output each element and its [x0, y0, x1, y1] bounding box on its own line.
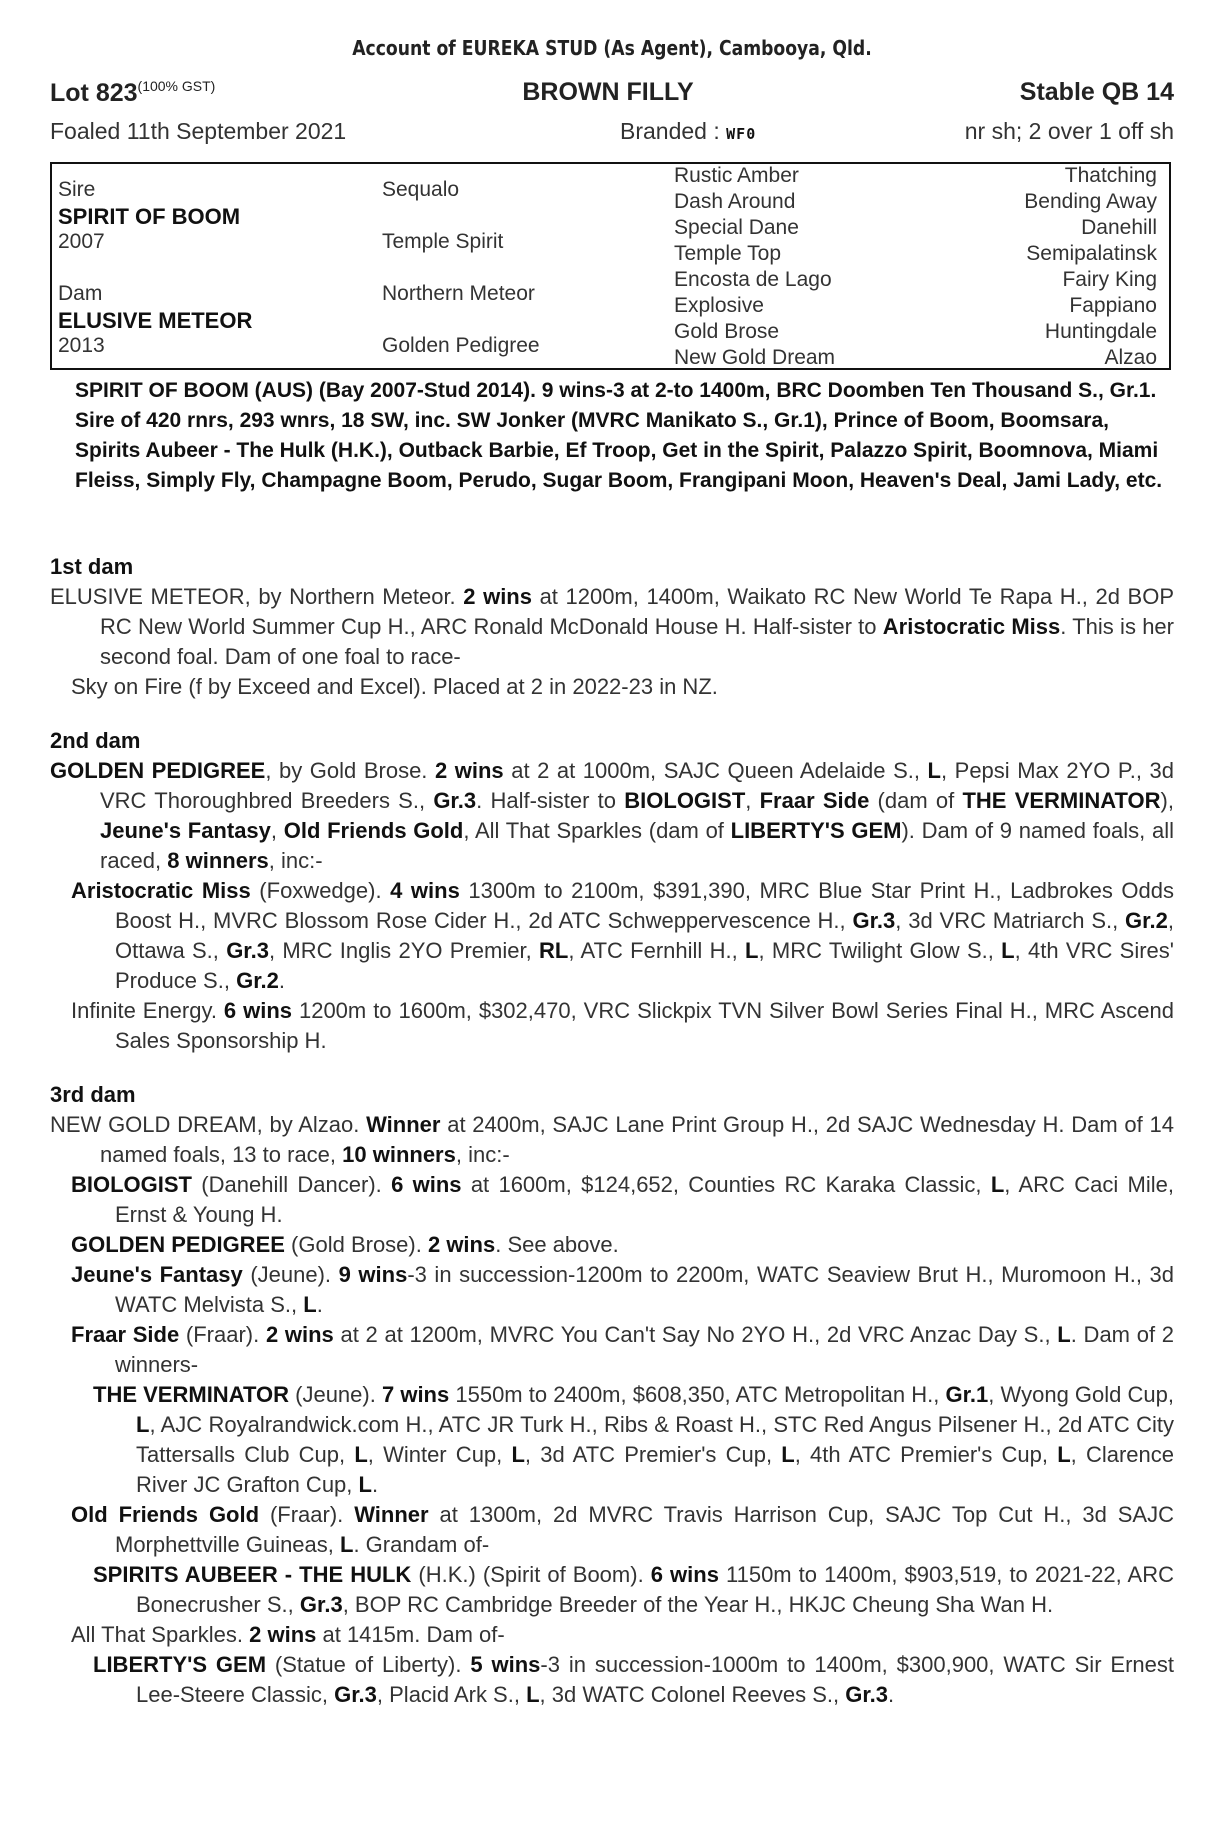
bold-run: GOLDEN PEDIGREE: [71, 1232, 285, 1257]
ancestor-3-4: Temple Top: [674, 242, 782, 265]
bold-run: Aristocratic Miss: [71, 878, 251, 903]
vendor-account: Account of EUREKA STUD (As Agent), Cambooya, Qld.: [352, 36, 872, 60]
ancestor-4-6: Fappiano: [1069, 294, 1157, 317]
bold-run: 8 winners: [167, 848, 269, 873]
pedigree-table: [50, 162, 1171, 370]
bold-run: 6 wins: [650, 1562, 719, 1587]
bold-run: 2 wins: [434, 758, 504, 783]
ancestor-3-7: Gold Brose: [674, 320, 780, 343]
ancestor-3-8: New Gold Dream: [674, 346, 836, 369]
bold-run: 5 wins: [470, 1652, 541, 1677]
ancestor-4-5: Fairy King: [1062, 268, 1157, 291]
bold-run: 6 wins: [223, 998, 293, 1023]
bold-run: Gr.3: [226, 938, 269, 963]
dam-label: Dam: [58, 282, 103, 305]
bold-run: GOLDEN PEDIGREE: [50, 758, 266, 783]
brand-label: Branded :: [620, 118, 720, 144]
bold-run: Jeune's Fantasy: [71, 1262, 243, 1287]
bold-run: Gr.2: [1125, 908, 1168, 933]
brand-info: [620, 118, 756, 145]
bold-run: L: [990, 1172, 1005, 1197]
sire-year: 2007: [58, 230, 105, 253]
bold-run: L: [927, 758, 941, 783]
first-dam-text: ELUSIVE METEOR, by Northern Meteor. 2 wins at 1200m, 1400m, Waikato RC New World Te Rapa H., 2d BOP RC New World Summer Cup H., ARC Ronald McDonald House H. Half-sister to Aristocratic Miss. This is her second foal. Dam of one foal to race-: [50, 584, 1175, 669]
second-dam-heading: 2nd dam: [50, 728, 141, 753]
bold-run: THE VERMINATOR: [93, 1382, 289, 1407]
bold-run: SPIRITS AUBEER - THE HULK: [93, 1562, 412, 1587]
bold-run: Old Friends Gold: [71, 1502, 260, 1527]
sire-label: Sire: [58, 178, 96, 201]
ancestor-4-8: Alzao: [1104, 346, 1157, 369]
bold-run: 10 winners: [342, 1142, 456, 1167]
bold-run: L: [511, 1442, 525, 1467]
bold-run: BIOLOGIST: [624, 788, 746, 813]
lot-label: Lot 823: [50, 79, 138, 107]
bold-run: L: [1057, 1322, 1071, 1347]
bold-run: 2 wins: [463, 584, 532, 609]
ancestor-3-5: Encosta de Lago: [674, 268, 832, 291]
bold-run: 2 wins: [265, 1322, 334, 1347]
ancestor-3-2: Dash Around: [674, 190, 796, 213]
bold-run: 4 wins: [390, 878, 460, 903]
ancestor-4-7: Huntingdale: [1044, 320, 1157, 343]
bold-run: L: [358, 1472, 372, 1497]
bold-run: L: [340, 1532, 354, 1557]
grandsire-dam-side: Northern Meteor: [382, 282, 535, 305]
grandsire: Sequalo: [382, 178, 460, 201]
ancestor-4-3: Danehill: [1081, 216, 1157, 239]
bold-run: 7 wins: [381, 1382, 450, 1407]
bold-run: Old Friends Gold: [283, 818, 464, 843]
bold-run: Gr.3: [334, 1682, 377, 1707]
bold-run: 9 wins: [338, 1262, 408, 1287]
sire-summary: SPIRIT OF BOOM (AUS) (Bay 2007-Stud 2014). 9 wins-3 at 2-to 1400m, BRC Doomben Ten Thousand S., Gr.1. Sire of 420 rnrs, 293 wnrs, 18 SW, inc. SW Jonker (MVRC Manikato S., Gr.1), Prince of Boom, Boomsara, Spirits Aubeer - The Hulk (H.K.), Outback Barbie, Ef Troop, Get in the Spirit, Palazzo Spirit, Boomnova, Miami Fleiss, Simply Fly, Champagne Boom, Perudo, Sugar Boom, Frangipani Moon, Heaven's Deal, Jami Lady, etc.: [75, 379, 1163, 492]
second-dam-text: GOLDEN PEDIGREE, by Gold Brose. 2 wins at 2 at 1000m, SAJC Queen Adelaide S., L, Pepsi Max 2YO P., 3d VRC Thoroughbred Breeders S., Gr.3. Half-sister to BIOLOGIST, Fraar Side (dam of THE VERMINATOR), Jeune's Fantasy, Old Friends Gold, All That Sparkles (dam of LIBERTY'S GEM). Dam of 9 named foals, all raced, 8 winners, inc:-: [50, 758, 1175, 873]
bold-run: Gr.3: [299, 1592, 343, 1617]
ancestor-3-6: Explosive: [674, 294, 764, 317]
ancestor-4-4: Semipalatinsk: [1026, 242, 1157, 265]
third-dam-text: NEW GOLD DREAM, by Alzao. Winner at 2400m, SAJC Lane Print Group H., 2d SAJC Wednesday H. Dam of 14 named foals, 13 to race, 10 winners, inc:-: [50, 1112, 1174, 1167]
granddam-sire-side: Temple Spirit: [382, 230, 504, 253]
stable-number: Stable QB 14: [1019, 78, 1174, 106]
third-dam-progeny-golden-pedigree: GOLDEN PEDIGREE (Gold Brose). 2 wins. See above.: [71, 1232, 619, 1257]
bold-run: L: [781, 1442, 795, 1467]
ancestor-4-1: Thatching: [1064, 164, 1157, 187]
bold-run: LIBERTY'S GEM: [93, 1652, 267, 1677]
bold-run: Gr.3: [433, 788, 477, 813]
bold-run: BIOLOGIST: [71, 1172, 192, 1197]
third-dam-progeny-all-that-sparkles: All That Sparkles. 2 wins at 1415m. Dam of-: [71, 1622, 505, 1647]
bold-run: Fraar Side: [759, 788, 870, 813]
bold-run: LIBERTY'S GEM: [730, 818, 902, 843]
third-dam-heading: 3rd dam: [50, 1082, 136, 1107]
fraar-side-progeny-verminator: THE VERMINATOR (Jeune). 7 wins 1550m to 2400m, $608,350, ATC Metropolitan H., Gr.1, Wyong Gold Cup, L, AJC Royalrandwick.com H., ATC JR Turk H., Ribs & Roast H., STC Red Angus Pilsener H., 2d ATC City Tattersalls Club Cup, L, Winter Cup, L, 3d ATC Premier's Cup, L, 4th ATC Premier's Cup, L, Clarence River JC Grafton Cup, L.: [93, 1382, 1174, 1497]
second-dam-progeny-2: Infinite Energy. 6 wins 1200m to 1600m, $302,470, VRC Slickpix TVN Silver Bowl Series Final H., MRC Ascend Sales Sponsorship H.: [71, 998, 1174, 1053]
bold-run: L: [745, 938, 759, 963]
brand-marks: nr sh; 2 over 1 off sh: [964, 118, 1174, 144]
ancestor-4-2: Bending Away: [1024, 190, 1157, 213]
bold-run: 2 wins: [249, 1622, 317, 1647]
bold-run: Gr.2: [236, 968, 279, 993]
third-dam-progeny-jeunes-fantasy: Jeune's Fantasy (Jeune). 9 wins-3 in succession-1200m to 2200m, WATC Seaview Brut H., Muromoon H., 3d WATC Melvista S., L.: [71, 1262, 1175, 1317]
ancestor-3-1: Rustic Amber: [674, 164, 799, 187]
second-dam-progeny-1: Aristocratic Miss (Foxwedge). 4 wins 1300m to 2100m, $391,390, MRC Blue Star Print H., Ladbrokes Odds Boost H., MVRC Blossom Rose Cider H., 2d ATC Schweppervescence H., Gr.3, 3d VRC Matriarch S., Gr.2, Ottawa S., Gr.3, MRC Inglis 2YO Premier, RL, ATC Fernhill H., L, MRC Twilight Glow S., L, 4th VRC Sires' Produce S., Gr.2.: [71, 878, 1175, 993]
first-dam-heading: 1st dam: [50, 554, 134, 579]
dam-name: ELUSIVE METEOR: [58, 308, 253, 333]
horse-description: BROWN FILLY: [522, 78, 694, 106]
third-dam-progeny-fraar-side: Fraar Side (Fraar). 2 wins at 2 at 1200m, MVRC You Can't Say No 2YO H., 2d VRC Anzac Day S., L. Dam of 2 winners-: [71, 1322, 1174, 1377]
bold-run: L: [354, 1442, 368, 1467]
bold-run: 2 wins: [427, 1232, 496, 1257]
bold-run: Jeune's Fantasy: [100, 818, 271, 843]
bold-run: L: [1001, 938, 1015, 963]
bold-run: L: [303, 1292, 317, 1317]
family-content: [50, 552, 1174, 1710]
bold-run: 6 wins: [391, 1172, 462, 1197]
foaled-date: Foaled 11th September 2021: [50, 118, 347, 144]
sire-name: SPIRIT OF BOOM: [58, 204, 241, 229]
gst-note: (100% GST): [137, 78, 216, 94]
third-dam-progeny-biologist: BIOLOGIST (Danehill Dancer). 6 wins at 1600m, $124,652, Counties RC Karaka Classic, L, ARC Caci Mile, Ernst & Young H.: [71, 1172, 1174, 1227]
dam-year: 2013: [58, 334, 105, 357]
all-that-sparkles-progeny-libertys-gem: LIBERTY'S GEM (Statue of Liberty). 5 wins-3 in succession-1000m to 1400m, $300,900, WATC Sir Ernest Lee-Steere Classic, Gr.3, Placid Ark S., L, 3d WATC Colonel Reeves S., Gr.3.: [93, 1652, 1174, 1707]
bold-run: THE VERMINATOR: [962, 788, 1161, 813]
bold-run: Gr.3: [845, 1682, 889, 1707]
brand-mark: WF0: [726, 125, 757, 143]
old-friends-gold-grandprogeny: SPIRITS AUBEER - THE HULK (H.K.) (Spirit of Boom). 6 wins 1150m to 1400m, $903,519, to 2021-22, ARC Bonecrusher S., Gr.3, BOP RC Cambridge Breeder of the Year H., HKJC Cheung Sha Wan H.: [93, 1562, 1174, 1617]
first-dam-progeny: Sky on Fire (f by Exceed and Excel). Placed at 2 in 2022-23 in NZ.: [71, 674, 718, 699]
bold-run: Gr.1: [945, 1382, 989, 1407]
third-dam-progeny-old-friends-gold: Old Friends Gold (Fraar). Winner at 1300m, 2d MVRC Travis Harrison Cup, SAJC Top Cut H., 3d SAJC Morphettville Guineas, L. Grandam of-: [71, 1502, 1174, 1557]
bold-run: Aristocratic Miss: [882, 614, 1061, 639]
ancestor-3-3: Special Dane: [674, 216, 799, 239]
bold-run: L: [526, 1682, 540, 1707]
bold-run: Winner: [354, 1502, 429, 1527]
bold-run: RL: [539, 938, 569, 963]
bold-run: L: [1057, 1442, 1071, 1467]
bold-run: L: [136, 1412, 150, 1437]
bold-run: Winner: [366, 1112, 441, 1137]
bold-run: Gr.3: [852, 908, 896, 933]
granddam: Golden Pedigree: [382, 334, 540, 357]
bold-run: Fraar Side: [71, 1322, 180, 1347]
